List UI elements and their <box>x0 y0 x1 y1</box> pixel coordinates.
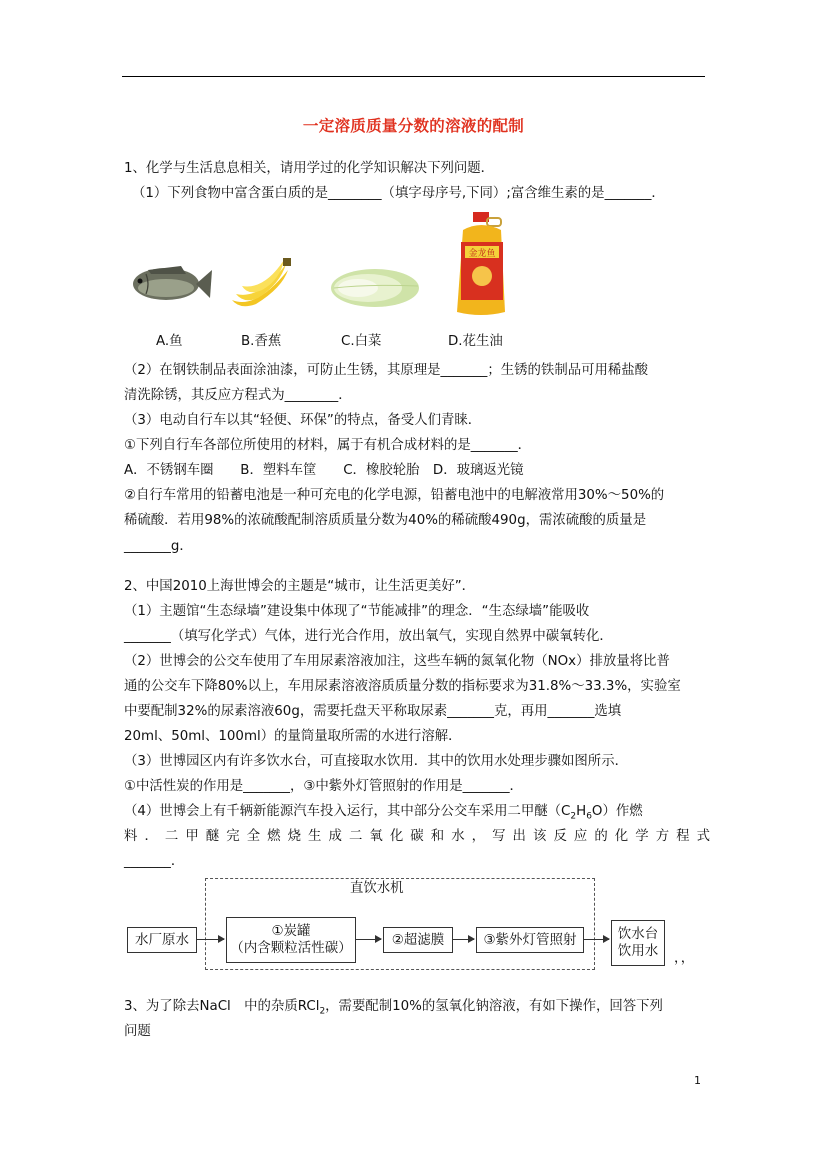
page-number: 1 <box>694 1074 701 1087</box>
banana-image <box>226 256 300 312</box>
source-water-box: 水厂原水 <box>127 927 197 953</box>
q2-line-1: 2、中国2010上海世博会的主题是“城市，让生活更美好”． <box>124 579 476 594</box>
diagram-tail: ，， <box>674 951 695 966</box>
food-caption-a: A.鱼 <box>156 334 183 349</box>
q2-line-11: 料．二甲醚完全燃烧生成二氧化碳和水，写出该反应的化学方程式 <box>124 829 710 844</box>
food-caption-b: B.香蕉 <box>241 334 282 349</box>
arrow-2 <box>355 939 381 940</box>
q2-line-10: （4）世博会上有千辆新能源汽车投入运行，其中部分公交车采用二甲醚$(C_2H_6O)$作燃 <box>124 804 643 822</box>
arrow-3 <box>452 939 474 940</box>
q2-line-2: （1）主题馆“生态绿墙”建设集中体现了“节能减排”的理念．“生态绿墙”能吸收 <box>124 604 590 619</box>
q1-line-3: （2）在钢铁制品表面涂油漆，可防止生锈，其原理是_______；生锈的铁制品可用稀盐酸 <box>124 363 649 378</box>
peanut-oil-image <box>453 212 511 318</box>
uv-lamp-box: ③紫外灯管照射 <box>476 927 584 953</box>
q2-line-3: _______（填写化学式）气体，进行光合作用，放出氧气，实现自然界中碳氧转化． <box>124 629 613 644</box>
q1-line-1: 1、化学与生活息息相关，请用学过的化学知识解决下列问题． <box>124 161 495 176</box>
arrow-4 <box>583 939 609 940</box>
ultrafilter-box: ②超滤膜 <box>383 927 453 953</box>
carbon-tank-box: ①炭罐 （内含颗粒活性碳） <box>226 917 356 963</box>
q1-line-8: ②自行车常用的铅蓄电池是一种可充电的化学电源，铅蓄电池中的电解液常用30%～50%的 <box>124 488 665 503</box>
fish-image <box>126 262 212 306</box>
oil-brand-label: 金龙鱼 <box>468 249 496 259</box>
header-rule <box>122 76 705 77</box>
q2-line-7: 20ml、50ml、100ml）的量筒量取所需的水进行溶解． <box>124 729 462 744</box>
q1-line-7: A．不锈钢车圈 B．塑料车筐 C．橡胶轮胎 D．玻璃返光镜 <box>124 463 524 478</box>
food-caption-d: D.花生油 <box>448 334 503 349</box>
q1-line-9: 稀硫酸．若用98%的浓硫酸配制溶质质量分数为40%的稀硫酸490g，需浓硫酸的质量是 <box>124 513 647 528</box>
q2-line-5: 通的公交车下降80%以上，车用尿素溶液溶质质量分数的指标要求为31.8%～33.3%，实验室 <box>124 679 681 694</box>
q3-line-1: 3、为了除去NaCl 中的杂质RCl$_2$，需要配制10%的氢氧化钠溶液，有如下操作，回答下列 <box>124 999 663 1017</box>
page-title: 一定溶质质量分数的溶液的配制 <box>302 117 525 135</box>
q1-line-4: 清洗除锈，其反应方程式为________． <box>124 388 352 403</box>
q3-line-2: 问题 <box>124 1024 151 1039</box>
q2-line-4: （2）世博会的公交车使用了车用尿素溶液加注，这些车辆的氮氧化物（NOx）排放量将比普 <box>124 654 670 669</box>
q1-line-10: _______g． <box>124 539 193 554</box>
q2-line-9: ①中活性炭的作用是_______，③中紫外灯管照射的作用是_______． <box>124 779 523 794</box>
q2-line-8: （3）世博园区内有许多饮水台，可直接取水饮用．其中的饮用水处理步骤如图所示． <box>124 754 628 769</box>
q1-line-6: ①下列自行车各部位所使用的材料，属于有机合成材料的是_______． <box>124 438 532 453</box>
q2-line-6: 中要配制32%的尿素溶液60g，需要托盘天平称取尿素_______克，再用_______选填 <box>124 704 622 719</box>
q1-line-5: （3）电动自行车以其“轻便、环保”的特点，备受人们青睐． <box>124 413 482 428</box>
food-caption-c: C.白菜 <box>341 334 382 349</box>
cabbage-image <box>328 264 422 310</box>
drinking-fountain-box: 饮水台 饮用水 <box>611 920 665 966</box>
q1-line-2: （1）下列食物中富含蛋白质的是________（填字母序号,下同）;富含维生素的是_______． <box>132 186 665 201</box>
arrow-1 <box>196 939 224 940</box>
q2-line-12: _______． <box>124 854 185 869</box>
water-machine-label: 直饮水机 <box>350 881 404 896</box>
